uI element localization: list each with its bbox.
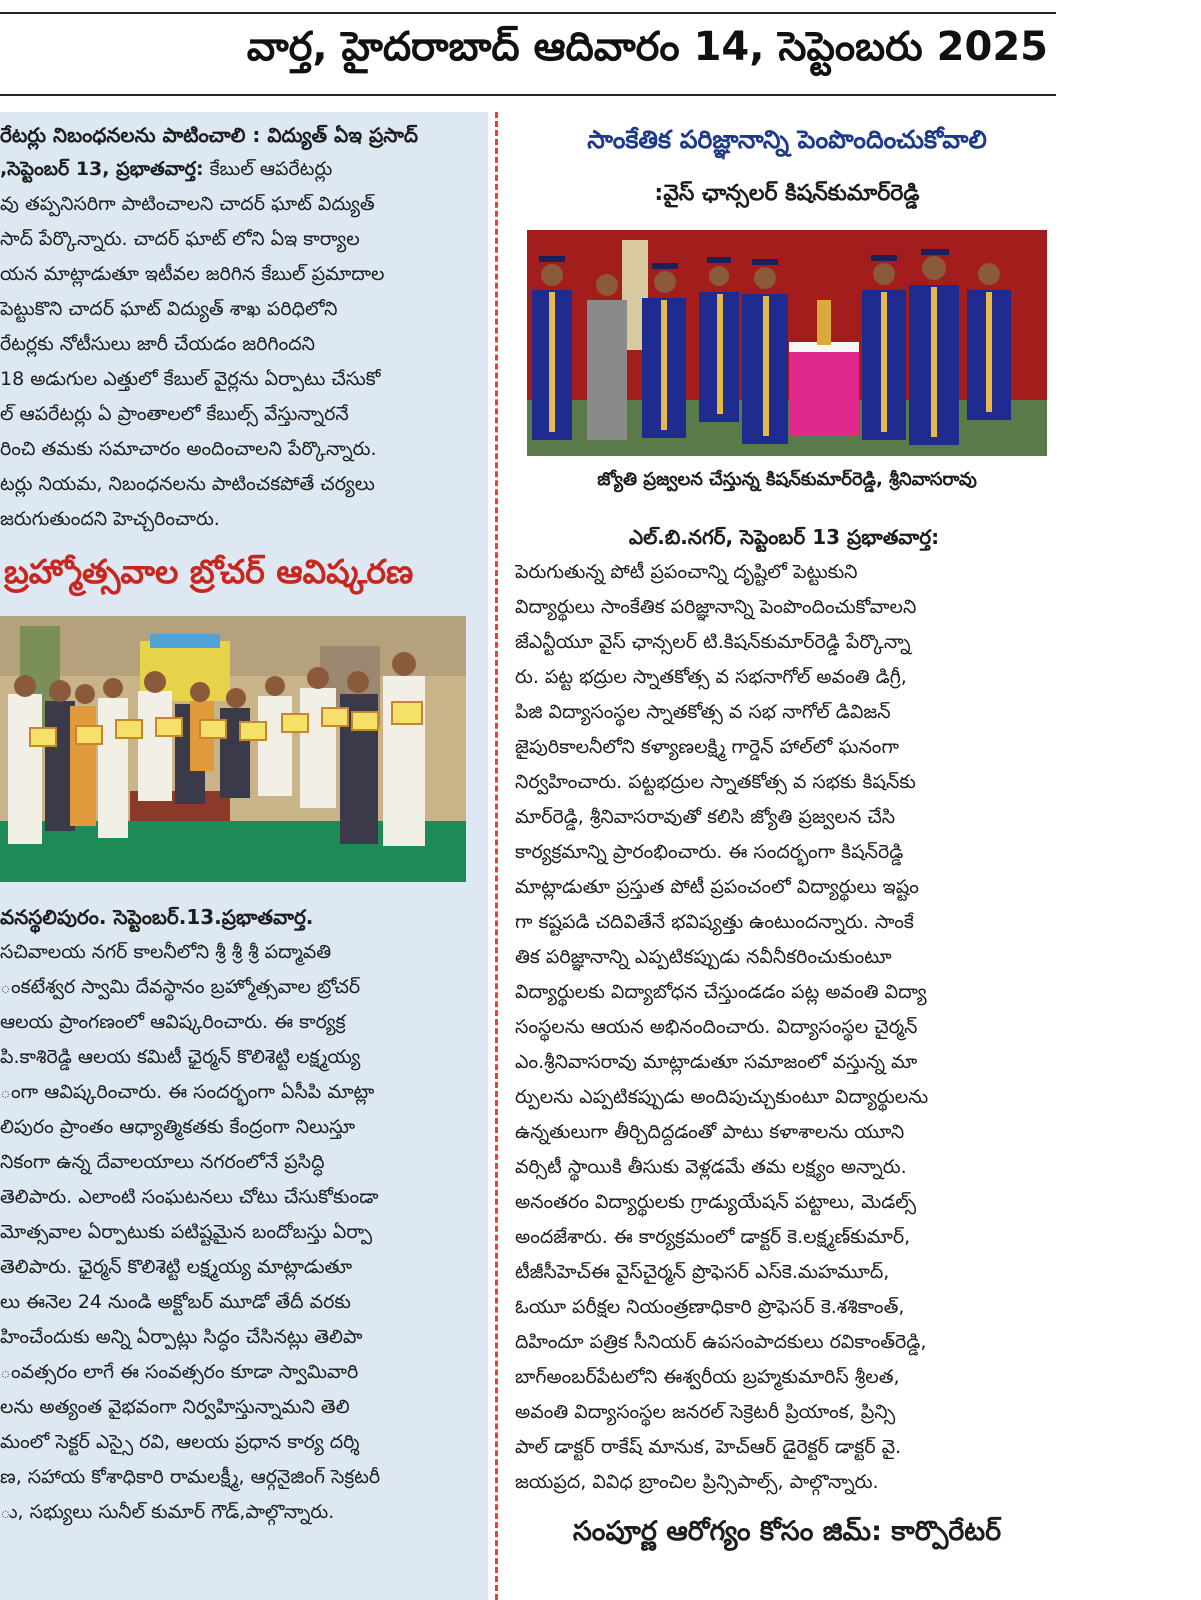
- column-divider: [495, 112, 498, 1600]
- story-tech-dateline: ఎల్.బి.నగర్, సెప్టెంబర్ 13 ప్రభాతవార్త:: [628, 525, 940, 549]
- story-gym-headline: సంపూర్ణ ఆరోగ్యం కోసం జిమ్: కార్పొరేటర్: [572, 1516, 1002, 1547]
- convocation-photo-caption: జ్యోతి ప్రజ్వలన చేస్తున్న కిషన్‌కుమార్‌రెడ్డి, శ్రీనివాసరావు: [597, 469, 977, 490]
- story-tech-body: పెరుగుతున్న పోటీ ప్రపంచాన్ని దృష్టిలో పెట్టుకుని విద్యార్థులు సాంకేతిక పరిజ్ఞానాన్ని పెంపొందించుకోవాలని జేఎన్టీయూ వైస్ ఛాన్సలర్ టి.కిషన్‌కుమార్‌రెడ్డి పేర్కొన్నా రు. పట్ట భద్రుల స్నాతకోత్స వ సభనాగోల్ అవంతి డిగ్రీ, పిజి విద్యాసంస్థల స్నాతకోత్స వ సభ నాగోల్ డివిజన్ జైపురికాలనీలోని కళ్యాణలక్ష్మి గార్డెన్ హాల్‌లో ఘనంగా నిర్వహించారు. పట్టభద్రుల స్నాతకోత్స వ సభకు కిషన్‌కు మార్‌రెడ్డి, శ్రీనివాసరావుతో కలిసి జ్యోతి ప్రజ్వలన చేసి కార్యక్రమాన్ని ప్రారంభించారు. ఈ సందర్భంగా కిషన్‌రెడ్డి మాట్లాడుతూ ప్రస్తుత పోటీ ప్రపంచంలో విద్యార్థులు ఇష్టం గా కష్టపడి చదివితేనే భవిష్యత్తు ఉంటుందన్నారు. సాంకే తిక పరిజ్ఞానాన్ని ఎప్పటికప్పుడు నవీనీకరించుకుంటూ విద్యార్థులకు విద్యాబోధన చేస్తుండడం పట్ల అవంతి విద్యా సంస్థలను ఆయన అభినందించారు. విద్యాసంస్థల చైర్మన్ ఎం.శ్రీనివాసరావు మాట్లాడుతూ సమాజంలో వస్తున్న మా ర్పులను ఎప్పటికప్పుడు అందిపుచ్చుకుంటూ విద్యార్థులను ఉన్నతులుగా తీర్చిదిద్దడంతో పాటు కళాశాలను యూని వర్సిటీ స్థాయికి తీసుకు వెళ్లడమే తమ లక్ష్యం అన్నారు. అనంతరం విద్యార్థులకు గ్రాడ్యుయేషన్ పట్టాలు, మెడల్స్ అందజేశారు. ఈ కార్యక్రమంలో డాక్టర్ కె.లక్ష్మణ్‌కుమార్, టీజీసీహెచ్ఈ వైస్‌చైర్మన్ ప్రొఫెసర్ ఎస్‌కె.మహమూద్, ఓయూ పరీక్షల నియంత్రణాధికారి ప్రొఫెసర్ కె.శశికాంత్, దిహిందూ పత్రిక సీనియర్ ఉపసంపాదకులు రవికాంత్‌రెడ్డి, బాగ్అంబర్‌పేటలోని ఈశ్వరీయ బ్రహ్మకుమారిస్ శ్రీలత, అవంతి విద్యాసంస్థల జనరల్ సెక్రెటరీ ప్రియాంక, ప్రిన్సి పాల్ డాక్టర్ రాకేష్ మానుక, హెచ్‌ఆర్ డైరెక్టర్ డాక్టర్ వై. జయప్రద, వివిధ బ్రాంచిల ప్రిన్సిపాల్స్, పాల్గొన్నారు.: [515, 561, 929, 1493]
- convocation-photo: [527, 230, 1047, 456]
- story-tech-subheadline: :వైస్ ఛాన్సలర్ కిషన్‌కుమార్‌రెడ్డి: [654, 181, 920, 206]
- story-brochure-dateline: వనస్థలిపురం. సెప్టెంబర్.13.ప్రభాతవార్త.: [0, 905, 314, 929]
- brochure-launch-photo: [0, 616, 466, 882]
- story-brochure: [0, 900, 480, 1530]
- story-tech: [515, 520, 1053, 1500]
- story-cable-operators: [0, 118, 480, 537]
- story-cable-body: ,సెప్టెంబర్ 13, ప్రభాతవార్త: కేబుల్ ఆపరేటర్లు వు తప్పనిసరిగా పాటించాలని చాదర్ ఘాట్ విద్యుత్ సాద్ పేర్కొన్నారు. చాదర్ ఘాట్ లోని ఏఇ కార్యాల యన మాట్లాడుతూ ఇటీవల జరిగిన కేబుల్ ప్రమాదాల పెట్టుకొని చాదర్ ఘాట్ విద్యుత్ శాఖ పరిధిలోని రేటర్లకు నోటీసులు జారీ చేయడం జరిగిందని 18 అడుగుల ఎత్తులో కేబుల్ వైర్లను ఏర్పాటు చేసుకో ల్ ఆపరేటర్లు ఏ ప్రాంతాలలో కేబుల్స్ వేస్తున్నారనే రించి తమకు సమాచారం అందించాలని పేర్కొన్నారు. టర్లు నియమ, నిబంధనలను పాటించకపోతే చర్యలు జరుగుతుందని హెచ్చరించారు.: [0, 158, 385, 530]
- story-cable-headline: రేటర్లు నిబంధనలను పాటించాలి : విద్యుత్ ఏఇ ప్రసాద్: [0, 123, 418, 147]
- masthead: [0, 12, 1056, 96]
- story-tech-headline: సాంకేతిక పరిజ్ఞానాన్ని పెంపొందించుకోవాలి: [587, 125, 987, 154]
- right-column: [515, 112, 1059, 1600]
- story-brochure-body: సచివాలయ నగర్ కాలనీలోని శ్రీ శ్రీ శ్రీ పద్మావతి ంకటేశ్వర స్వామి దేవస్థానం బ్రహ్మోత్సవాల బ్రోచర్ ఆలయ ప్రాంగణంలో ఆవిష్కరించారు. ఈ కార్యక్ర పి.కాశిరెడ్డి ఆలయ కమిటీ ఛైర్మన్ కొలిశెట్టి లక్ష్మయ్య ంగా ఆవిష్కరించారు. ఈ సందర్భంగా ఏసీపి మాట్లా లిపురం ప్రాంతం ఆధ్యాత్మికతకు కేంద్రంగా నిలుస్తూ నికంగా ఉన్న దేవాలయాలు నగరంలోనే ప్రసిద్ధి తెలిపారు. ఎలాంటి సంఘటనలు చోటు చేసుకోకుండా మోత్సవాల ఏర్పాటుకు పటిష్టమైన బందోబస్తు ఏర్పా తెలిపారు. ఛైర్మన్ కొలిశెట్టి లక్ష్మయ్య మాట్లాడుతూ లు ఈనెల 24 నుండి అక్టోబర్ మూడో తేదీ వరకు హించేందుకు అన్ని ఏర్పాట్లు సిద్ధం చేసినట్లు తెలిపా ంవత్సరం లాగే ఈ సంవత్సరం కూడా స్వామివారి లను అత్యంత వైభవంగా నిర్వహిస్తున్నామని తెలి మంలో సెక్టర్ ఎస్సై రవి, ఆలయ ప్రధాన కార్య దర్శి ణ, సహాయ కోశాధికారి రామలక్ష్మీ, ఆర్గనైజింగ్ సెక్రటరీ ు, సభ్యులు సునీల్ కుమార్ గౌడ్,పాల్గొన్నారు.: [0, 941, 381, 1523]
- left-column: [0, 112, 488, 1600]
- masthead-title: వార్త, హైదరాబాద్ ఆదివారం 14, సెప్టెంబరు 2025: [246, 24, 1048, 70]
- story-cable-dateline: ,సెప్టెంబర్ 13, ప్రభాతవార్త:: [0, 158, 204, 180]
- story-brochure-headline: బ్రహ్మోత్సవాల బ్రోచర్ ఆవిష్కరణ: [4, 552, 414, 591]
